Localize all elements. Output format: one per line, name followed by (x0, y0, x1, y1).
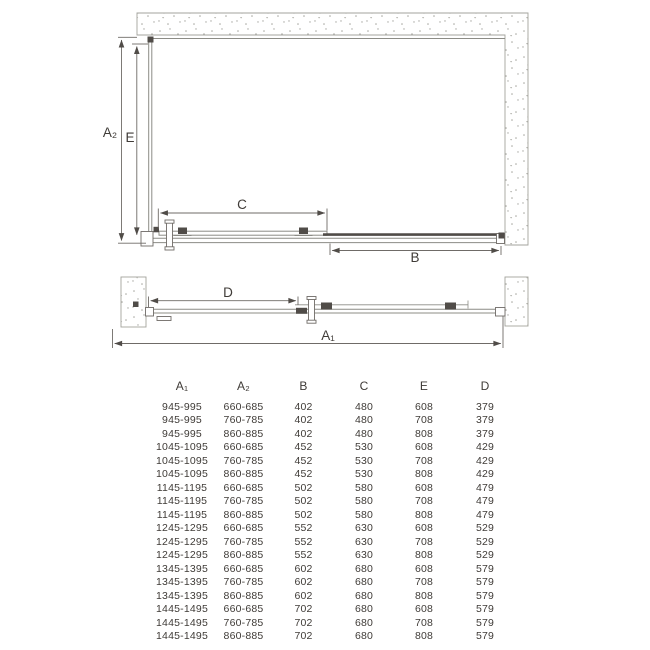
table-cell: 708 (414, 616, 434, 629)
table-cell: 680 (354, 589, 374, 602)
table-cell: 379 (475, 427, 495, 440)
table-header-row (150, 377, 516, 400)
table-cell: 1445-1495 (155, 603, 208, 616)
table-cell: 502 (294, 481, 313, 494)
table-cell: 808 (414, 468, 434, 481)
column-header-d: D (480, 379, 490, 393)
table-row (150, 549, 516, 563)
table-row (150, 535, 516, 549)
bottom-guide (157, 317, 171, 321)
top-wall-bracket (148, 37, 154, 43)
table-cell: 760-785 (223, 616, 264, 629)
table-cell: 708 (414, 454, 434, 467)
table-cell: 860-885 (223, 427, 264, 440)
table-cell: 608 (414, 562, 434, 575)
table-cell: 1145-1195 (156, 508, 208, 521)
table-cell: 680 (354, 603, 374, 616)
table-row (150, 630, 516, 644)
table-cell: 579 (475, 576, 495, 589)
table-cell: 1045-1095 (155, 454, 208, 467)
front-door-handle-cap (307, 320, 316, 323)
table-cell: 808 (414, 549, 434, 562)
table-cell: 1345-1395 (155, 589, 208, 602)
table-cell: 529 (475, 535, 495, 548)
table-cell: 702 (294, 603, 313, 616)
table-cell: 630 (354, 522, 374, 535)
table-cell: 479 (475, 481, 495, 494)
table-cell: 760-785 (223, 414, 264, 427)
table-cell: 402 (294, 414, 313, 427)
table-cell: 579 (475, 562, 495, 575)
front-view (113, 277, 529, 348)
table-cell: 1345-1395 (155, 576, 208, 589)
rail-end-cap (146, 308, 154, 317)
table-row (150, 603, 516, 617)
column-header-a1: A₁ (175, 379, 189, 393)
table-cell: 660-685 (223, 603, 264, 616)
table-cell: 708 (414, 535, 434, 548)
table-cell: 480 (354, 427, 374, 440)
table-cell: 945-995 (162, 400, 202, 413)
table-cell: 1145-1195 (156, 481, 208, 494)
table-cell: 1445-1495 (155, 616, 208, 629)
table-cell: 379 (475, 414, 495, 427)
table-row (150, 454, 516, 468)
table-row (150, 414, 516, 428)
table-cell: 429 (475, 441, 495, 454)
table-cell: 1245-1295 (155, 522, 208, 535)
table-cell: 945-995 (162, 427, 202, 440)
table-cell: 608 (414, 522, 434, 535)
table-cell: 452 (294, 454, 313, 467)
table-cell: 680 (354, 630, 374, 643)
table-cell: 1045-1095 (155, 468, 208, 481)
column-header-c: C (359, 379, 369, 393)
table-cell: 630 (354, 535, 374, 548)
table-cell: 660-685 (223, 441, 264, 454)
table-cell: 602 (294, 589, 313, 602)
table-cell: 602 (294, 562, 313, 575)
table-cell: 760-785 (223, 535, 264, 548)
table-cell: 945-995 (162, 414, 202, 427)
table-cell: 579 (475, 603, 495, 616)
table-cell: 708 (414, 495, 434, 508)
plan-view (103, 13, 528, 265)
table-cell: 660-685 (223, 481, 264, 494)
table-cell: 808 (414, 630, 434, 643)
front-roller (321, 303, 332, 310)
front-roller (445, 303, 456, 310)
table-cell: 660-685 (223, 522, 264, 535)
rail-end-cap (496, 308, 506, 317)
column-header-e: E (419, 379, 429, 393)
table-cell: 1245-1295 (155, 535, 208, 548)
dim-label-e: E (125, 130, 135, 145)
table-cell: 379 (475, 400, 495, 413)
column-header-b: B (299, 379, 308, 393)
table-cell: 580 (354, 481, 374, 494)
table-cell: 452 (294, 441, 313, 454)
plan-wall (137, 13, 528, 245)
table-row (150, 468, 516, 482)
table-cell: 680 (354, 616, 374, 629)
table-row (150, 616, 516, 630)
table-row (150, 441, 516, 455)
table-cell: 808 (414, 589, 434, 602)
table-cell: 402 (294, 427, 313, 440)
table-cell: 1345-1395 (155, 562, 208, 575)
table-cell: 708 (414, 576, 434, 589)
table-row (150, 495, 516, 509)
dimension-c (158, 197, 327, 231)
table-cell: 608 (414, 400, 434, 413)
table-cell: 402 (294, 400, 313, 413)
table-row (150, 481, 516, 495)
table-cell: 530 (354, 441, 374, 454)
table-cell: 630 (354, 549, 374, 562)
table-cell: 502 (294, 495, 313, 508)
table-cell: 808 (414, 508, 434, 521)
table-cell: 580 (354, 508, 374, 521)
table-cell: 860-885 (223, 549, 264, 562)
front-right-wall (505, 277, 528, 326)
table-cell: 530 (354, 468, 374, 481)
dimensions-table (150, 377, 516, 643)
table-cell: 429 (475, 454, 495, 467)
table-cell: 760-785 (223, 495, 264, 508)
table-cell: 680 (354, 576, 374, 589)
front-door-handle-cap (307, 297, 316, 300)
table-cell: 552 (294, 549, 313, 562)
front-door-handle (309, 298, 315, 322)
table-cell: 1045-1095 (155, 441, 208, 454)
door-handle-cap (165, 220, 174, 223)
table-cell: 579 (475, 616, 495, 629)
table-cell: 760-785 (223, 454, 264, 467)
table-row (150, 522, 516, 536)
dimension-d (149, 285, 299, 307)
dimensions-table-body (150, 400, 516, 643)
table-cell: 552 (294, 522, 313, 535)
dim-label-a1: A₁ (321, 328, 335, 343)
table-cell: 860-885 (223, 630, 264, 643)
column-header-a2: A₂ (236, 379, 251, 393)
table-cell: 552 (294, 535, 313, 548)
table-cell: 1245-1295 (155, 549, 208, 562)
table-row (150, 589, 516, 603)
table-row (150, 427, 516, 441)
dim-label-d: D (223, 285, 233, 300)
table-cell: 860-885 (223, 468, 264, 481)
table-cell: 680 (354, 562, 374, 575)
corner-post (141, 232, 153, 247)
table-cell: 860-885 (223, 508, 264, 521)
right-end-clamp (499, 233, 505, 239)
table-cell: 608 (414, 481, 434, 494)
table-cell: 579 (475, 589, 495, 602)
table-cell: 1145-1195 (156, 495, 208, 508)
table-cell: 580 (354, 495, 374, 508)
table-cell: 702 (294, 630, 313, 643)
table-cell: 529 (475, 549, 495, 562)
dim-label-c: C (237, 197, 247, 212)
table-cell: 530 (354, 454, 374, 467)
dim-label-b: B (410, 250, 420, 265)
table-cell: 602 (294, 576, 313, 589)
table-row (150, 400, 516, 414)
table-cell: 702 (294, 616, 313, 629)
table-cell: 760-785 (223, 576, 264, 589)
table-cell: 479 (475, 508, 495, 521)
table-cell: 608 (414, 603, 434, 616)
table-cell: 452 (294, 468, 313, 481)
table-row (150, 562, 516, 576)
door-handle-cap (165, 247, 174, 250)
table-row (150, 576, 516, 590)
table-cell: 708 (414, 414, 434, 427)
table-cell: 529 (475, 522, 495, 535)
dimension-e (125, 44, 148, 235)
table-cell: 860-885 (223, 589, 264, 602)
table-row (150, 508, 516, 522)
table-cell: 608 (414, 441, 434, 454)
table-cell: 480 (354, 414, 374, 427)
table-cell: 579 (475, 630, 495, 643)
table-cell: 660-685 (223, 400, 264, 413)
table-cell: 480 (354, 400, 374, 413)
dimension-b (330, 244, 501, 266)
table-cell: 479 (475, 495, 495, 508)
door-handle (167, 222, 173, 249)
wall-bolt (133, 302, 139, 308)
table-cell: 808 (414, 427, 434, 440)
table-cell: 1445-1495 (155, 630, 208, 643)
table-cell: 502 (294, 508, 313, 521)
dimension-a2 (103, 37, 146, 243)
table-cell: 429 (475, 468, 495, 481)
dim-label-a2: A₂ (102, 125, 118, 140)
table-cell: 660-685 (223, 562, 264, 575)
door-clamp (296, 308, 307, 314)
